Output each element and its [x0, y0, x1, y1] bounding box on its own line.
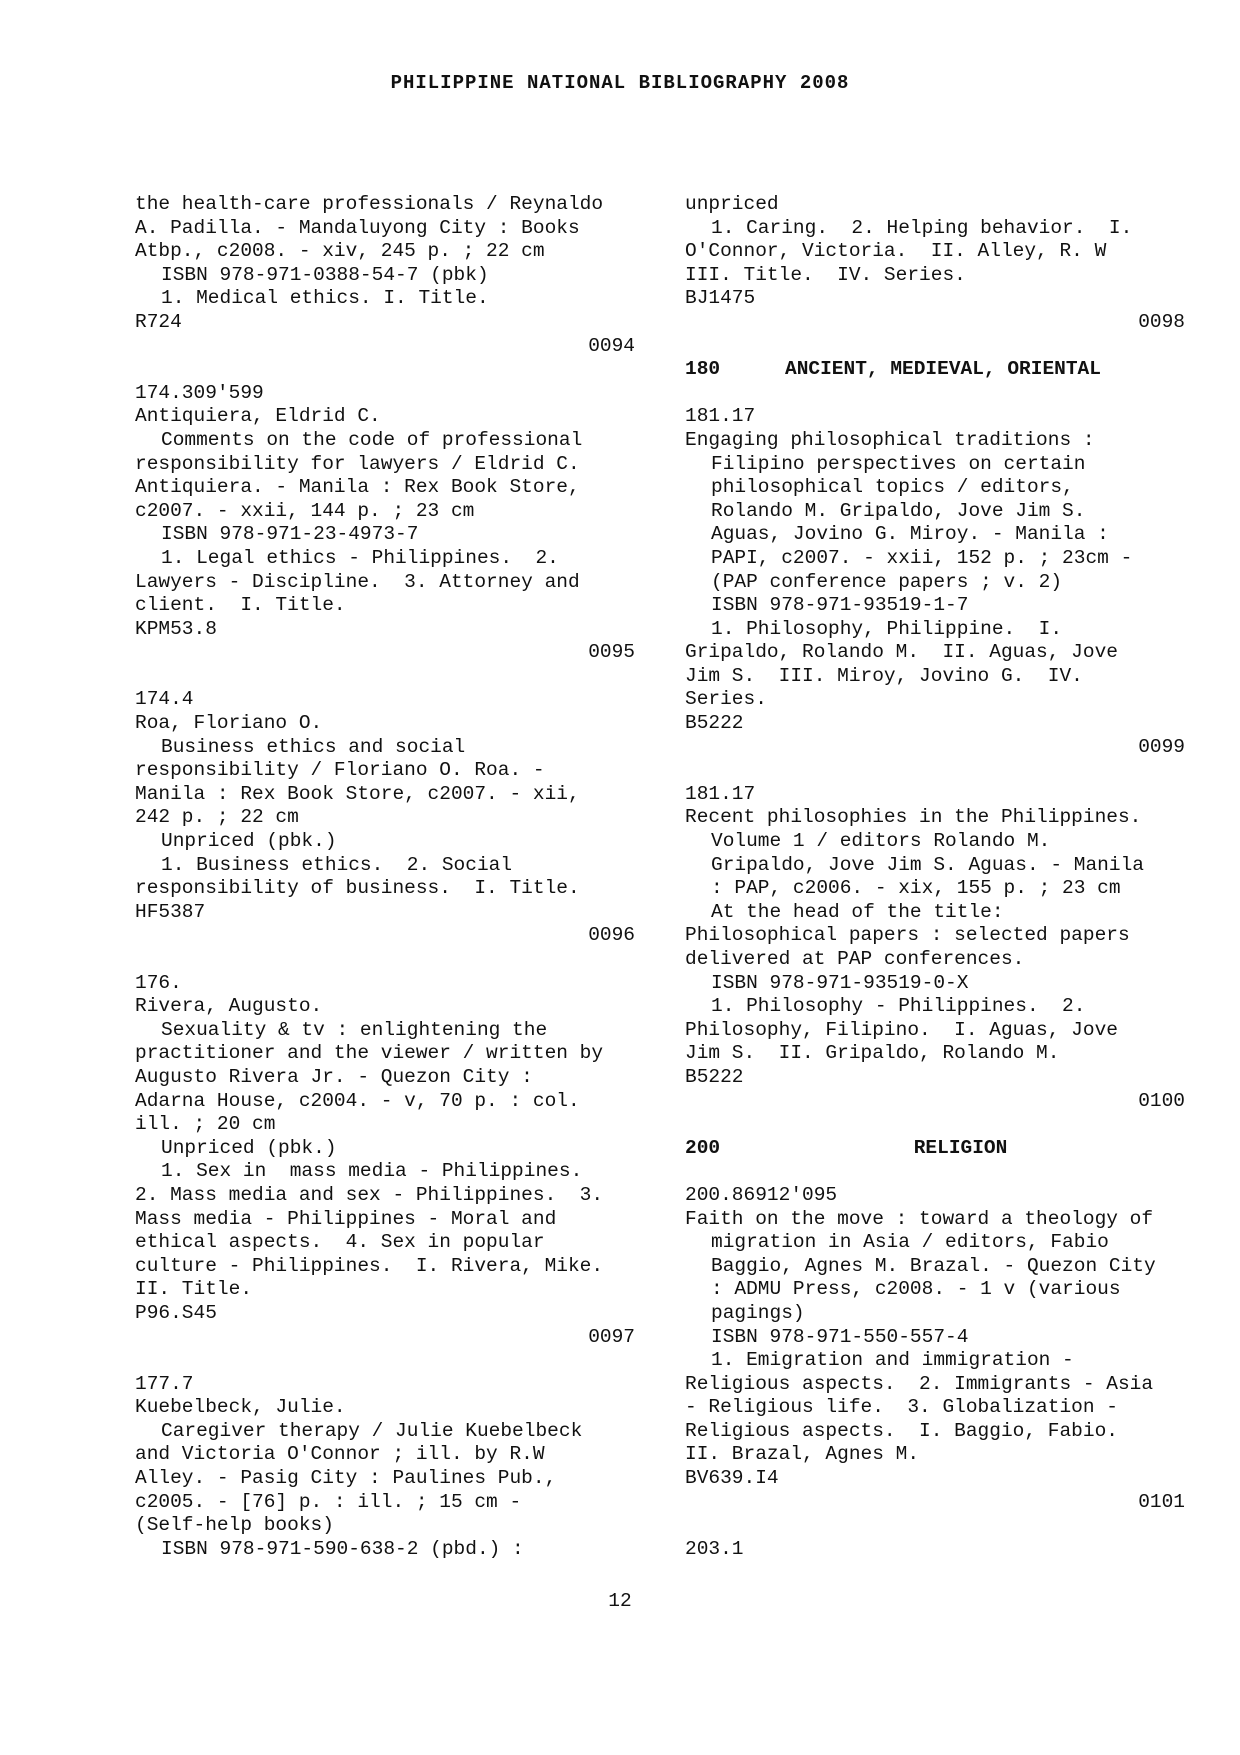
- left-column: [135, 193, 635, 1561]
- entry-line: practitioner and the viewer / written by: [135, 1042, 604, 1065]
- entry-line: 1. Caring. 2. Helping behavior. I.: [711, 216, 1133, 239]
- entry-line: Jim S. II. Gripaldo, Rolando M.: [685, 1042, 1060, 1065]
- entry-line: B5222: [685, 712, 744, 735]
- entry-line: responsibility / Floriano O. Roa. -: [135, 759, 545, 782]
- entry-number: 0098: [1138, 310, 1185, 333]
- entry-line: Business ethics and social: [161, 735, 466, 758]
- entry-line: Alley. - Pasig City : Paulines Pub.,: [135, 1467, 557, 1490]
- entry-line: Caregiver therapy / Julie Kuebelbeck: [161, 1419, 583, 1442]
- right-column: [685, 193, 1185, 1561]
- spacer: [685, 1113, 1185, 1137]
- entry-line: ISBN 978-971-93519-0-X: [711, 971, 969, 994]
- entry-line: Unpriced (pbk.): [161, 830, 337, 853]
- entry-line: At the head of the title:: [711, 900, 1004, 923]
- entry-line: (PAP conference papers ; v. 2): [711, 570, 1063, 593]
- entry-line: Engaging philosophical traditions :: [685, 428, 1095, 451]
- entry-line: Rivera, Augusto.: [135, 995, 323, 1018]
- entry-line: 1. Emigration and immigration -: [711, 1349, 1074, 1372]
- entry-line: Mass media - Philippines - Moral and: [135, 1207, 557, 1230]
- entry-line: HF5387: [135, 900, 206, 923]
- entry-line: ethical aspects. 4. Sex in popular: [135, 1231, 545, 1254]
- entry-line: the health-care professionals / Reynaldo: [135, 193, 604, 215]
- entry-number: 0099: [1138, 735, 1185, 758]
- entry-line: A. Padilla. - Mandaluyong City : Books: [135, 216, 580, 239]
- section-heading: [685, 1137, 1185, 1161]
- entry-line: 174.4: [135, 688, 194, 711]
- entry-line: culture - Philippines. I. Rivera, Mike.: [135, 1254, 604, 1277]
- entry-line: Antiquiera. - Manila : Rex Book Store,: [135, 476, 580, 499]
- entry-line: Volume 1 / editors Rolando M.: [711, 830, 1051, 853]
- entry-line: Adarna House, c2004. - v, 70 p. : col.: [135, 1089, 580, 1112]
- entry-line: Filipino perspectives on certain: [711, 452, 1086, 475]
- entry-line: ISBN 978-971-590-638-2 (pbd.) :: [161, 1537, 524, 1560]
- entry-line: Series.: [685, 688, 767, 711]
- entry-line: 1. Legal ethics - Philippines. 2.: [161, 546, 559, 569]
- entry-line: BV639.I4: [685, 1467, 779, 1490]
- section-heading-number: 200: [685, 1136, 721, 1159]
- entry-line: Roa, Floriano O.: [135, 712, 323, 735]
- entry-line: Faith on the move : toward a theology of: [685, 1207, 1154, 1230]
- entry-line: delivered at PAP conferences.: [685, 948, 1025, 970]
- entry-line: 181.17: [685, 405, 756, 428]
- entry-line: and Victoria O'Connor ; ill. by R.W: [135, 1443, 545, 1466]
- entry-line: Unpriced (pbk.): [161, 1136, 337, 1159]
- entry-line: 174.309'599: [135, 381, 264, 404]
- entry-line: R724: [135, 310, 182, 333]
- entry-line: III. Title. IV. Series.: [685, 263, 966, 286]
- entry-line: ISBN 978-971-93519-1-7: [711, 594, 969, 617]
- entry-number: 0101: [1138, 1490, 1185, 1513]
- entry-line: Recent philosophies in the Philippines.: [685, 806, 1142, 829]
- entry-line: responsibility of business. I. Title.: [135, 877, 580, 900]
- entry-line: Religious aspects. I. Baggio, Fabio.: [685, 1419, 1118, 1442]
- entry-line: ill. ; 20 cm: [135, 1113, 276, 1136]
- entry-line: philosophical topics / editors,: [711, 476, 1074, 499]
- entry-line: 2. Mass media and sex - Philippines. 3.: [135, 1183, 604, 1206]
- entry-line: (Self-help books): [135, 1514, 334, 1537]
- entry-number: 0096: [588, 924, 635, 947]
- spacer: [685, 759, 1185, 783]
- section-heading: [685, 358, 1185, 382]
- entry-line: 203.1: [685, 1537, 744, 1560]
- spacer: [685, 1160, 1185, 1184]
- spacer: [685, 1514, 1185, 1538]
- entry-line: migration in Asia / editors, Fabio: [711, 1231, 1109, 1254]
- entry-line: Sexuality & tv : enlightening the: [161, 1018, 548, 1041]
- entry-line: 1. Philosophy - Philippines. 2.: [711, 995, 1086, 1018]
- entry-line: 1. Sex in mass media - Philippines.: [161, 1160, 583, 1183]
- entry-line: 1. Business ethics. 2. Social: [161, 853, 513, 876]
- entry-line: 181.17: [685, 782, 756, 805]
- entry-line: B5222: [685, 1065, 744, 1088]
- entry-line: - Religious life. 3. Globalization -: [685, 1396, 1118, 1419]
- entry-line: pagings): [711, 1301, 805, 1324]
- entry-line: 242 p. ; 22 cm: [135, 806, 299, 829]
- entry-line: client. I. Title.: [135, 594, 346, 617]
- entry-line: 1. Philosophy, Philippine. I.: [711, 617, 1063, 640]
- entry-line: Lawyers - Discipline. 3. Attorney and: [135, 570, 580, 593]
- entry-line: Augusto Rivera Jr. - Quezon City :: [135, 1065, 533, 1088]
- spacer: [135, 665, 635, 689]
- entry-line: Rolando M. Gripaldo, Jove Jim S.: [711, 499, 1086, 522]
- entry-line: unpriced: [685, 193, 779, 215]
- entry-line: 200.86912'095: [685, 1183, 838, 1206]
- section-heading-label: ANCIENT, MEDIEVAL, ORIENTAL: [785, 358, 1101, 381]
- entry-line: Philosophical papers : selected papers: [685, 924, 1130, 947]
- entry-line: Aguas, Jovino G. Miroy. - Manila :: [711, 523, 1109, 546]
- entry-line: Gripaldo, Rolando M. II. Aguas, Jove: [685, 641, 1118, 664]
- entry-line: II. Brazal, Agnes M.: [685, 1443, 920, 1466]
- entry-line: : PAP, c2006. - xix, 155 p. ; 23 cm: [711, 877, 1121, 900]
- entry-number: 0100: [1138, 1089, 1185, 1112]
- entry-line: KPM53.8: [135, 617, 217, 640]
- entry-line: 177.7: [135, 1372, 194, 1395]
- entry-line: Atbp., c2008. - xiv, 245 p. ; 22 cm: [135, 240, 545, 263]
- entry-number: 0094: [588, 334, 635, 357]
- entry-line: Manila : Rex Book Store, c2007. - xii,: [135, 782, 580, 805]
- page-number: 12: [608, 1590, 632, 1612]
- entry-line: : ADMU Press, c2008. - 1 v (various: [711, 1278, 1121, 1301]
- spacer: [135, 1349, 635, 1373]
- entry-line: P96.S45: [135, 1301, 217, 1324]
- page-title: PHILIPPINE NATIONAL BIBLIOGRAPHY 2008: [390, 72, 850, 94]
- entry-line: Philosophy, Filipino. I. Aguas, Jove: [685, 1018, 1118, 1041]
- entry-line: PAPI, c2007. - xxii, 152 p. ; 23cm -: [711, 546, 1133, 569]
- entry-line: II. Title.: [135, 1278, 253, 1301]
- entry-line: ISBN 978-971-23-4973-7: [161, 523, 419, 546]
- entry-line: Religious aspects. 2. Immigrants - Asia: [685, 1372, 1154, 1395]
- entry-line: Jim S. III. Miroy, Jovino G. IV.: [685, 664, 1083, 687]
- entry-line: Comments on the code of professional: [161, 428, 583, 451]
- entry-line: Gripaldo, Jove Jim S. Aguas. - Manila: [711, 853, 1144, 876]
- entry-number: 0095: [588, 641, 635, 664]
- entry-line: c2007. - xxii, 144 p. ; 23 cm: [135, 499, 475, 522]
- entry-line: 1. Medical ethics. I. Title.: [161, 287, 489, 310]
- entry-line: Kuebelbeck, Julie.: [135, 1396, 346, 1419]
- entry-line: 176.: [135, 971, 182, 994]
- entry-line: BJ1475: [685, 287, 756, 310]
- entry-line: ISBN 978-971-0388-54-7 (pbk): [161, 263, 489, 286]
- entry-number: 0097: [588, 1325, 635, 1348]
- entry-line: responsibility for lawyers / Eldrid C.: [135, 452, 580, 475]
- entry-line: Baggio, Agnes M. Brazal. - Quezon City: [711, 1254, 1156, 1277]
- entry-line: O'Connor, Victoria. II. Alley, R. W: [685, 240, 1107, 263]
- entry-line: Antiquiera, Eldrid C.: [135, 405, 381, 428]
- spacer: [135, 948, 635, 972]
- section-heading-label: RELIGION: [785, 1136, 1008, 1159]
- section-heading-number: 180: [685, 358, 721, 381]
- spacer: [685, 335, 1185, 359]
- entry-line: ISBN 978-971-550-557-4: [711, 1325, 969, 1348]
- spacer: [135, 358, 635, 382]
- entry-line: c2005. - [76] p. : ill. ; 15 cm -: [135, 1490, 522, 1513]
- spacer: [685, 382, 1185, 406]
